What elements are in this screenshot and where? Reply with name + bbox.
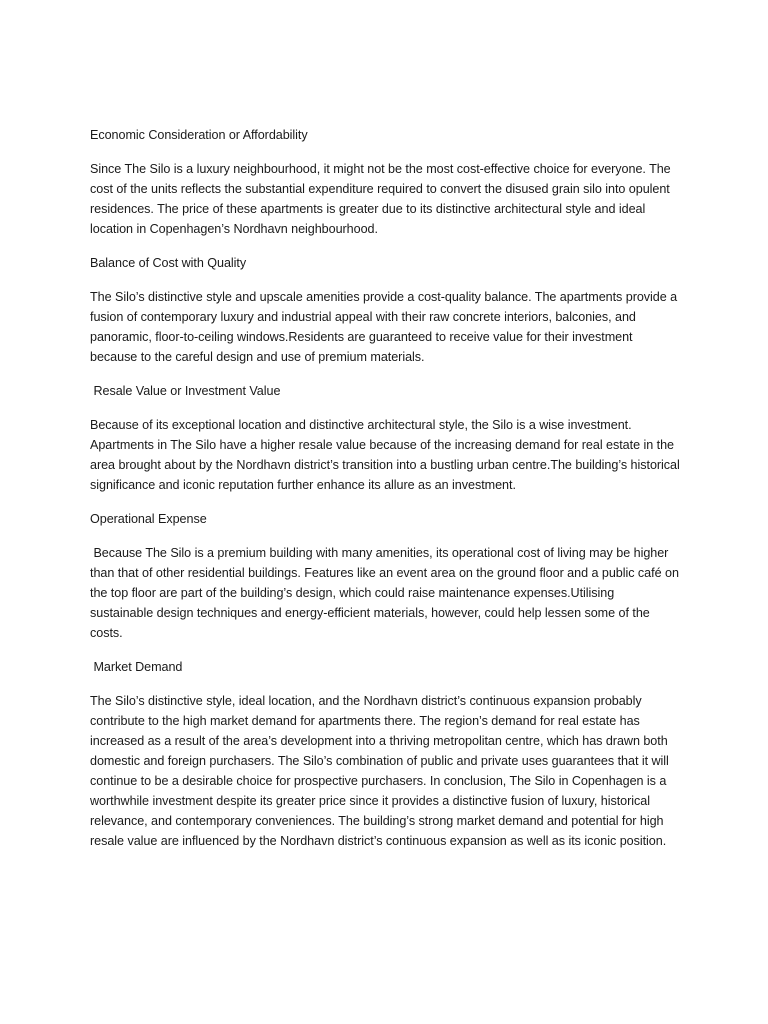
section-body-affordability: Since The Silo is a luxury neighbourhood, it might not be the most cost-effective choice for everyone. The cost of the units reflects the substantial expenditure required to convert the disused grain silo into opulent residences. The price of these apartments is greater due to its distinctive architectural style and ideal location in Copenhagen’s Nordhavn neighbourhood. xyxy=(90,162,675,236)
section-heading-operational-expense: Operational Expense xyxy=(90,512,207,526)
section-body-cost-quality: The Silo’s distinctive style and upscale amenities provide a cost-quality balance. The apartments provide a fusion of contemporary luxury and industrial appeal with their raw concrete interiors, balconies, and panoramic, floor-to-ceiling windows.Residents are guaranteed to receive value for their investment because to the careful design and use of premium materials. xyxy=(90,290,681,364)
section-body-resale-value: Because of its exceptional location and distinctive architectural style, the Silo is a wise investment. Apartments in The Silo have a higher resale value because of the increasing demand for real estate in the area brought about by the Nordhavn district’s transition into a bustling urban centre.The building’s historical significance and iconic reputation further enhance its allure as an investment. xyxy=(90,418,684,492)
section-heading-affordability: Economic Consideration or Affordability xyxy=(90,128,308,142)
section-heading-resale-value: Resale Value or Investment Value xyxy=(90,384,281,398)
section-heading-cost-quality: Balance of Cost with Quality xyxy=(90,256,247,270)
section-heading-market-demand: Market Demand xyxy=(90,660,183,674)
document-page xyxy=(90,125,684,851)
section-body-market-demand: The Silo’s distinctive style, ideal location, and the Nordhavn district’s continuous expansion probably contribute to the high market demand for apartments there. The region’s demand for real estate has increased as a result of the area’s development into a thriving metropolitan centre, which has drawn both domestic and foreign purchasers. The Silo’s combination of public and private uses guarantees that it will continue to be a desirable choice for prospective purchasers. In conclusion, The Silo in Copenhagen is a worthwhile investment despite its greater price since it provides a distinctive fusion of luxury, historical relevance, and contemporary conveniences. The building’s strong market demand and potential for high resale value are influenced by the Nordhavn district’s continuous expansion as well as its iconic position. xyxy=(90,694,673,848)
section-body-operational-expense: Because The Silo is a premium building with many amenities, its operational cost of living may be higher than that of other residential buildings. Features like an event area on the ground floor and a public café on the top floor are part of the building’s design, which could raise maintenance expenses.Utilising sustainable design techniques and energy-efficient materials, however, could help lessen some of the costs. xyxy=(90,546,683,640)
